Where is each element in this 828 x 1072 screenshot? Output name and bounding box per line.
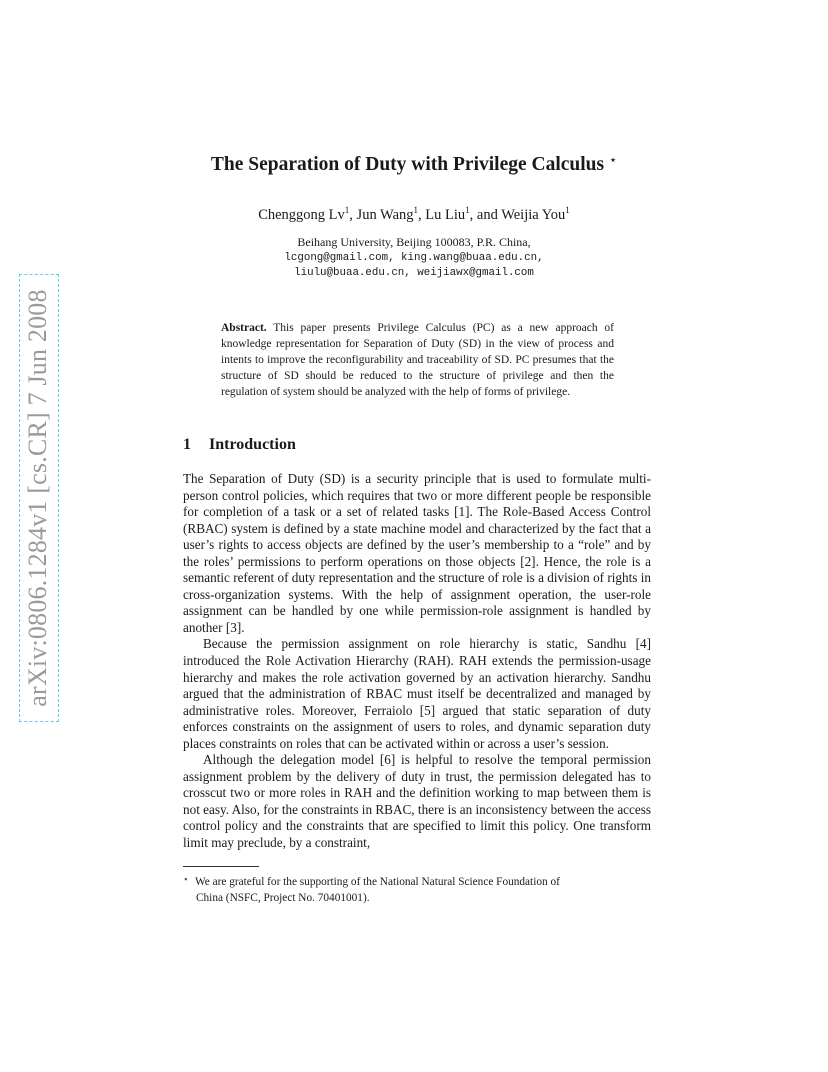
footnote-divider bbox=[183, 866, 259, 867]
author: Chenggong Lv bbox=[258, 207, 345, 223]
footnote-mark: ⋆ bbox=[183, 874, 189, 884]
affiliation-block bbox=[0, 235, 828, 282]
abstract bbox=[221, 320, 614, 400]
section-number: 1 bbox=[183, 436, 191, 453]
abstract-label: Abstract. bbox=[221, 322, 267, 334]
footnote-line: China (NSFC, Project No. 70401001). bbox=[196, 891, 370, 904]
section-title: Introduction bbox=[209, 436, 296, 453]
author-affiliation-mark: 1 bbox=[344, 205, 350, 215]
paragraph: Because the permission assignment on role hierarchy is static, Sandhu [4] introduced the Role Activation Hierarchy (RAH). RAH extends the permission-usage hierarchy and makes the role activation governed by an activation hierarchy. Sandhu argued that the administration of RBAC must itself be decentralized and managed by administrative roles. Moreover, Ferraiolo [5] argued that static separation of duty enforces constraints on the assignment of users to roles, and dynamic separation duty places constraints on roles that can be activated within or across a user’s session. bbox=[183, 636, 651, 751]
footnote bbox=[183, 872, 653, 906]
author-list bbox=[0, 205, 828, 224]
author-affiliation-mark: 1 bbox=[565, 205, 570, 215]
paper-title-text: The Separation of Duty with Privilege Calculus bbox=[210, 154, 605, 175]
title-footnote-mark: ⋆ bbox=[608, 152, 618, 167]
author-separator: , bbox=[418, 207, 426, 223]
email-line: liulu@buaa.edu.cn, weijiawx@gmail.com bbox=[294, 267, 534, 279]
paragraph: The Separation of Duty (SD) is a security principle that is used to formulate multi-person control policies, which requires that two or more different people be responsible for completion of a task or a set of related tasks [1]. The Role-Based Access Control (RBAC) system is defined by a state machine model and characterized by the fact that a user’s rights to access objects are defined by the user’s membership to a “role” and by the roles’ permissions to perform operations on those objects [2]. Hence, the role is a semantic referent of duty representation and the structure of role is a division of rights in cross-organization systems. With the help of assignment operation, the user-role assignment can be handled by one while permission-role assignment is handled by another [3]. bbox=[183, 471, 651, 635]
footnote-line: We are grateful for the supporting of the National Natural Science Foundation of bbox=[195, 876, 560, 888]
author-separator: , bbox=[349, 207, 357, 223]
email-line: lcgong@gmail.com, king.wang@buaa.edu.cn, bbox=[284, 251, 544, 264]
paragraph: Although the delegation model [6] is helpful to resolve the temporal permission assignment problem by the delivery of duty in trust, the permission delegated has to crosscut two or more roles in RAH and the definition working to map between them is not easy. Also, for the constraints in RBAC, there is an inconsistency between the access control policy and the constraints that are specified to limit this policy. One transform limit may preclude, by a constraint, bbox=[183, 752, 651, 851]
author: Jun Wang bbox=[356, 207, 414, 223]
author-affiliation-mark: 1 bbox=[413, 205, 419, 215]
author-affiliation-mark: 1 bbox=[465, 205, 470, 215]
author: Weijia You bbox=[501, 207, 566, 223]
affiliation: Beihang University, Beijing 100083, P.R. China, bbox=[297, 235, 531, 249]
section-heading bbox=[183, 436, 296, 454]
arxiv-identifier: arXiv:0806.1284v1 [cs.CR] 7 Jun 2008 bbox=[23, 289, 52, 707]
section-body bbox=[183, 471, 651, 852]
abstract-text: This paper presents Privilege Calculus (PC) as a new approach of knowledge representation for Separation of Duty (SD) in the view of process and intents to improve the reconfigurability and traceability of SD. PC presumes that the structure of SD should be reduced to the structure of privilege and then the regulation of system should be analyzed with the help of forms of privilege. bbox=[221, 322, 614, 399]
paper-title bbox=[0, 152, 828, 176]
author-separator: , and bbox=[469, 207, 502, 223]
author: Lu Liu bbox=[425, 207, 466, 223]
